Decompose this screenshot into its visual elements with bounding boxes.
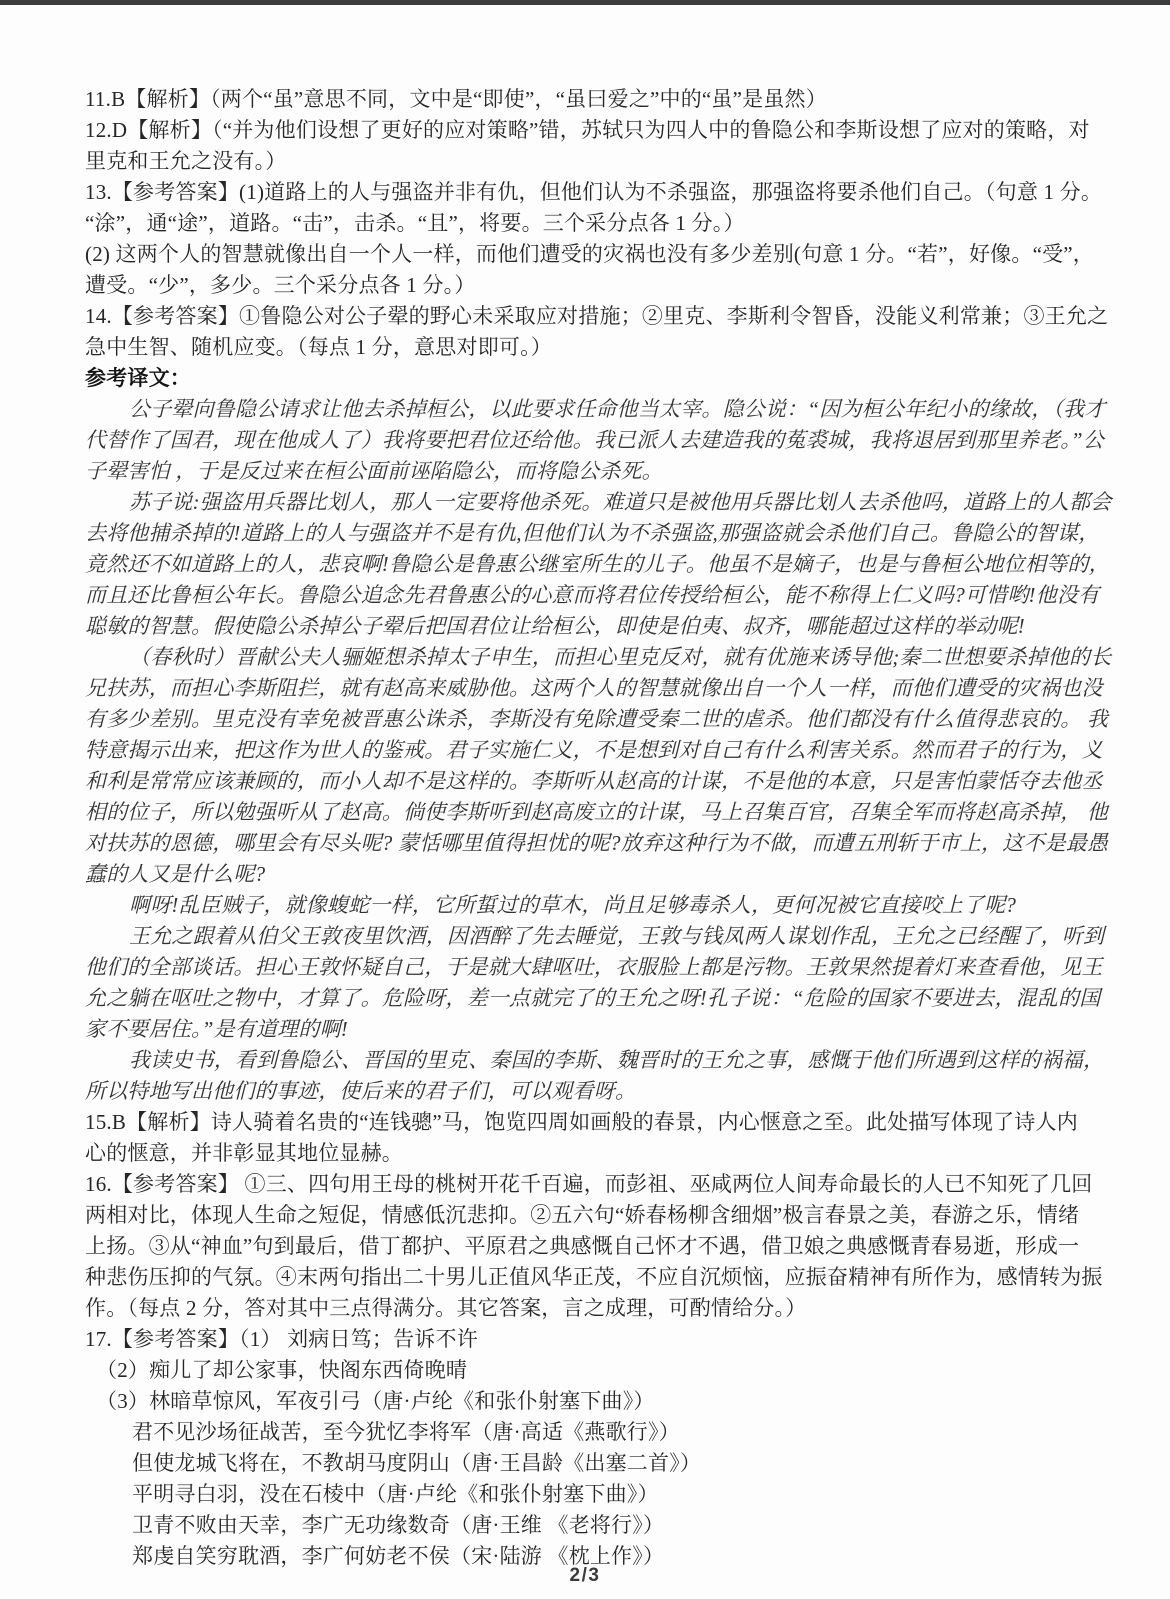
translation-line: 蠢的人又是什么呢?: [85, 862, 266, 886]
text-line: 作。（每点 2 分，答对其中三点得满分。其它答案，言之成理，可酌情给分。）: [85, 1296, 807, 1320]
poem-line: 但使龙城飞将在，不教胡马度阴山（唐·王昌龄《出塞二首》）: [132, 1451, 702, 1475]
translation-line: 我读史书，看到鲁隐公、晋国的里克、秦国的李斯、魏晋时的王允之事，感慨于他们所遇到这样的祸福，: [129, 1048, 1105, 1072]
translation-line: 去将他捕杀掉的!道路上的人与强盗并不是有仇,但他们认为不杀强盗,那强盗就会杀他们自己。鲁隐公的智谋，: [85, 521, 1100, 545]
answer-line-16: 16.【参考答案】 ①三、四句用王母的桃树开花千百遍，而彭祖、巫咸两位人间寿命最长的人已不知死了几回: [85, 1172, 1093, 1196]
scan-edge-bar: [0, 0, 1170, 5]
text-line: 急中生智、随机应变。（每点 1 分，意思对即可。）: [85, 335, 552, 359]
poem-line: 郑虔自笑穷耽酒，李广何妨老不侯（宋·陆游 《枕上作》）: [132, 1544, 665, 1568]
translation-line: 和利是常常应该兼顾的，而小人却不是这样的。李斯听从赵高的计谋，不是他的本意，只是害怕蒙恬夺去他丞: [85, 769, 1103, 793]
page-number: 2/3: [569, 1565, 601, 1586]
answer-line-12: 12.D【解析】（“并为他们设想了更好的应对策略”错，苏轼只为四人中的鲁隐公和李斯设想了应对的策略，对: [85, 118, 1090, 142]
translation-line: 所以特地写出他们的事迹，使后来的君子们，可以观看呀。: [85, 1079, 637, 1103]
text-line: 种悲伤压抑的气氛。④末两句指出二十男儿正值风华正茂，不应自沉烦恼，应振奋精神有所作为，感情转为振: [85, 1265, 1103, 1289]
translation-line: 相的位子，所以勉强听从了赵高。倘使李斯听到赵高废立的计谋，马上召集百官，召集全军而将赵高杀掉， 他: [85, 800, 1109, 824]
answer-line-17: 17.【参考答案】（1） 刘病日笃；告诉不许: [85, 1327, 478, 1351]
text-line: 遭受。“少”，多少。三个采分点各 1 分。）: [85, 273, 476, 297]
translation-line: 对扶苏的恩德，哪里会有尽头呢? 蒙恬哪里值得担忧的呢?放弃这种行为不做，而遭五刑斩于市上，这不是最愚: [85, 831, 1109, 855]
text-line: （2）痴儿了却公家事，快阁东西倚晚晴: [96, 1358, 468, 1382]
translation-line: 特意揭示出来，把这作为世人的鉴戒。君子实施仁义，不是想到对自己有什么利害关系。然而君子的行为，义: [85, 738, 1103, 762]
translation-line: 家不要居住。”是有道理的啊!: [85, 1017, 348, 1041]
text-line: (2) 这两个人的智慧就像出自一个人一样，而他们遭受的灾祸也没有多少差别(句意 1 分。“若”，好像。“受”，: [85, 242, 1095, 266]
poem-line: 君不见沙场征战苦，至今犹忆李将军（唐·高适《燕歌行》）: [132, 1420, 680, 1444]
translation-line: 代替作了国君，现在他成人了）我将要把君位还给他。我已派人去建造我的菟裘城，我将退居到那里养老。”公: [85, 428, 1104, 452]
translation-line: 他们的全部谈话。担心王敦怀疑自己，于是就大肆呕吐，衣服脸上都是污物。王敦果然提着灯来查看他，见王: [85, 955, 1103, 979]
text-line: 两相对比，体现人生命之短促，情感低沉悲抑。②五六句“娇春杨柳含细烟”极言春景之美，春游之乐，情绪: [85, 1203, 1080, 1227]
translation-line: （春秋时）晋献公夫人骊姬想杀掉太子申生，而担心里克反对，就有优施来诱导他;秦二世想要杀掉他的长: [129, 645, 1112, 669]
answer-line-14: 14.【参考答案】①鲁隐公对公子翚的野心未采取应对措施；②里克、李斯利令智昏，没能义利常兼；③王允之: [85, 304, 1109, 328]
section-heading: 参考译文：: [85, 366, 191, 390]
translation-line: 公子翚向鲁隐公请求让他去杀掉桓公，以此要求任命他当太宰。隐公说：“因为桓公年纪小的缘故，（我才: [129, 397, 1106, 421]
translation-line: 子翚害怕 ，于是反过来在桓公面前诬陷隐公，而将隐公杀死。: [85, 459, 663, 483]
text-line: （3）林暗草惊风，军夜引弓（唐·卢纶《和张仆射塞下曲》）: [96, 1389, 655, 1413]
answer-line-13: 13.【参考答案】(1)道路上的人与强盗并非有仇，但他们认为不杀强盗，那强盗将要杀他们自己。（句意 1 分。: [85, 180, 1103, 204]
text-line: 里克和王允之没有。）: [85, 149, 287, 173]
scanned-page: [85, 84, 1112, 1572]
translation-line: 啊呀!乱臣贼子，就像蝮蛇一样，它所蜇过的草木，尚且足够毒杀人，更何况被它直接咬上了呢?: [129, 893, 1017, 917]
translation-line: 兄扶苏，而担心李斯阻拦，就有赵高来威胁他。这两个人的智慧就像出自一个人一样，而他们遭受的灾祸也没: [85, 676, 1103, 700]
poem-line: 平明寻白羽，没在石棱中（唐·卢纶《和张仆射塞下曲》）: [132, 1482, 659, 1506]
translation-line: 有多少差别。里克没有幸免被晋惠公诛杀，李斯没有免除遭受秦二世的虐杀。他们都没有什么值得悲哀的。 我: [85, 707, 1109, 731]
text-line: 上扬。③从“神血”句到最后，借丁都护、平原君之典感慨自己怀才不遇，借卫娘之典感慨青春易逝，形成一: [85, 1234, 1080, 1258]
translation-line: 苏子说:强盗用兵器比划人，那人一定要将他杀死。难道只是被他用兵器比划人去杀他吗，道路上的人都会: [129, 490, 1112, 514]
translation-line: 聪敏的智慧。假使隐公杀掉公子翚后把国君位让给桓公，即使是伯夷、叔齐，哪能超过这样的举动呢!: [85, 614, 1025, 638]
answer-line-15: 15.B【解析】诗人骑着名贵的“连钱骢”马，饱览四周如画般的春景，内心惬意之至。此处描写体现了诗人内: [85, 1110, 1078, 1134]
translation-line: 允之躺在呕吐之物中，才算了。危险呀，差一点就完了的王允之呀!孔子说：“危险的国家不要进去，混乱的国: [85, 986, 1101, 1010]
translation-line: 竟然还不如道路上的人，悲哀啊!鲁隐公是鲁惠公继室所生的儿子。他虽不是嫡子，也是与鲁桓公地位相等的，: [85, 552, 1110, 576]
poem-line: 卫青不败由天幸，李广无功缘数奇（唐·王维 《老将行》）: [132, 1513, 665, 1537]
text-line: “涂”，通“途”，道路。“击”，击杀。“且”，将要。三个采分点各 1 分。）: [85, 211, 745, 235]
translation-line: 而且还比鲁桓公年长。鲁隐公追念先君鲁惠公的心意而将君位传授给桓公，能不称得上仁义吗?可惜哟!他没有: [85, 583, 1100, 607]
translation-line: 王允之跟着从伯父王敦夜里饮酒，因酒醉了先去睡觉，王敦与钱凤两人谋划作乱，王允之已经醒了，听到: [129, 924, 1105, 948]
text-line: 心的惬意，并非彰显其地位显赫。: [85, 1141, 403, 1165]
answer-line-11: 11.B【解析】（两个“虽”意思不同，文中是“即使”，“虽曰爱之”中的“虽”是虽然）: [85, 87, 827, 111]
